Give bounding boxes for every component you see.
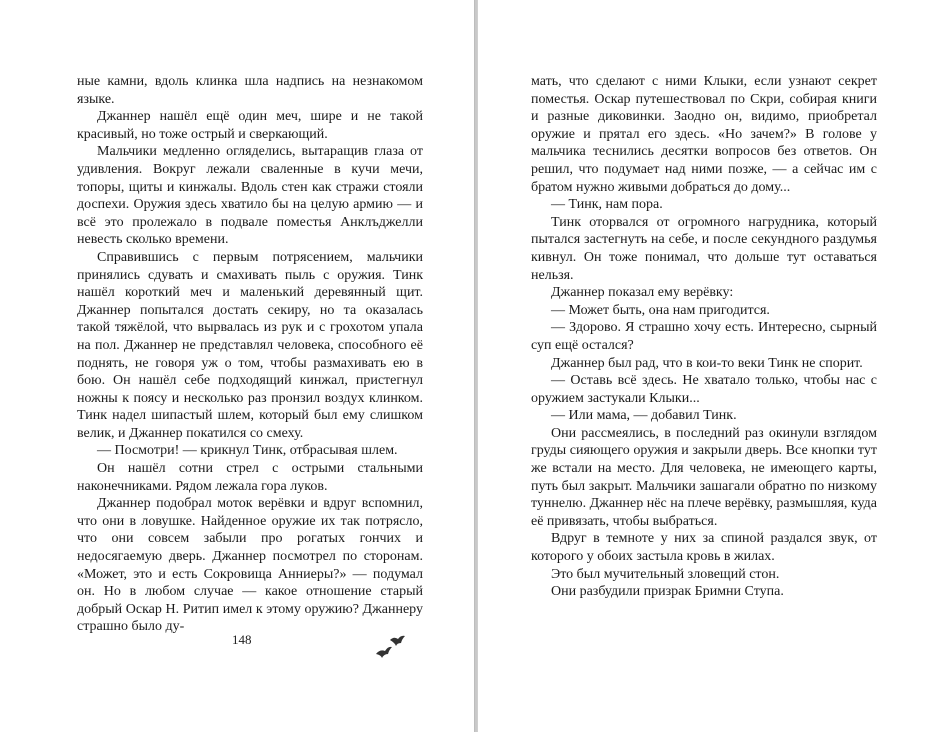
paragraph: — Оставь всё здесь. Не хватало только, чтобы нас с оружием застукали Клыки... [531, 373, 877, 406]
right-page-text [531, 73, 877, 601]
paragraph: Это был мучительный зловещий стон. [551, 566, 780, 582]
paragraph: Джаннер нашёл ещё один меч, шире и не такой красивый, но тоже острый и сверкающий. [77, 109, 423, 142]
paragraph: — Посмотри! — крикнул Тинк, отбрасывая шлем. [97, 443, 398, 459]
paragraph: Они рассмеялись, в последний раз окинули взглядом груды сияющего оружия и закрыли дверь. Все кнопки тут же встали на место. Для человека, не имеющего карты, путь был закрыт. Мальчики зашагали обратно по низкому туннелю. Джаннер нёс на плече верёвку, размышляя, куда её привязать, чтобы выбраться. [531, 425, 877, 529]
paragraph: — Может быть, она нам пригодится. [551, 302, 770, 318]
paragraph: Он нашёл сотни стрел с острыми стальными наконечниками. Рядом лежала гора луков. [77, 461, 423, 494]
paragraph: Они разбудили призрак Бримни Ступа. [551, 584, 784, 600]
right-page [477, 0, 949, 732]
flying-birds-icon [370, 632, 408, 664]
paragraph: Справившись с первым потрясением, мальчики принялись сдувать и смахивать пыль с оружия. Тинк нашёл короткий меч и маленький деревянный щит. Джаннер попытался достать секиру, но та оказалась такой тяжёлой, что вырвалась из рук и с грохотом упала на пол. Джаннер не представлял человека, способного её поднять, не говоря уж о том, чтобы размахивать ею в бою. Он нашёл себе подходящий кинжал, пристегнул ножны к поясу и несколько раз пронзил воздух клинком. Тинк надел шипастый шлем, который был ему слишком велик, и Джаннер покатился со смеху. [77, 249, 423, 441]
paragraph: Джаннер подобрал моток верёвки и вдруг вспомнил, что они в ловушке. Найденное оружие их так потрясло, что они совсем забыли про рогатых гончих и недосягаемую дверь. Джаннер посмотрел по сторонам. «Может, это и есть Сокровища Анниеры?» — подумал он. Но в любом случае — какое отношение старый добрый Оскар Н. Ритип имел к этому оружию? Джаннеру страшно было ду- [77, 496, 423, 635]
paragraph: — Здорово. Я страшно хочу есть. Интересно, сырный суп ещё остался? [531, 320, 877, 353]
paragraph: Вдруг в темноте у них за спиной раздался звук, от которого у обоих застыла кровь в жилах. [531, 531, 877, 565]
paragraph: Джаннер был рад, что в кои-то веки Тинк не спорит. [551, 355, 863, 371]
paragraph: Мальчики медленно огляделись, вытаращив глаза от удивления. Вокруг лежали сваленные в кучи мечи, топоры, щиты и кинжалы. Вдоль стен как стражи стояли доспехи. Оружия здесь хватило бы на целую армию — и всё это пролежало в подвале поместья Анклъджелли невесть сколько времени. [77, 144, 423, 248]
paragraph: мать, что сделают с ними Клыки, если узнают секрет поместья. Оскар путешествовал по Скри, собирая книги и разные диковинки. Заодно он, видимо, приобретал оружие и прятал его здесь. «Но зачем?» В голове у мальчика теснились десятки вопросов без ответов. Он решил, что подумает над ними позже, — а сейчас им с братом нужно живыми добраться до дому... [531, 74, 877, 195]
paragraph: — Или мама, — добавил Тинк. [551, 408, 737, 424]
paragraph: Тинк оторвался от огромного нагрудника, который пытался застегнуть на себе, и после секундного раздумья кивнул. Он тоже понимал, что дольше тут оставаться нельзя. [531, 214, 877, 283]
page-number: 148 [232, 632, 252, 647]
paragraph: Джаннер показал ему верёвку: [551, 285, 734, 301]
paragraph: ные камни, вдоль клинка шла надпись на незнакомом языке. [77, 74, 423, 107]
paragraph: — Тинк, нам пора. [551, 197, 663, 213]
left-page-text [77, 73, 423, 636]
